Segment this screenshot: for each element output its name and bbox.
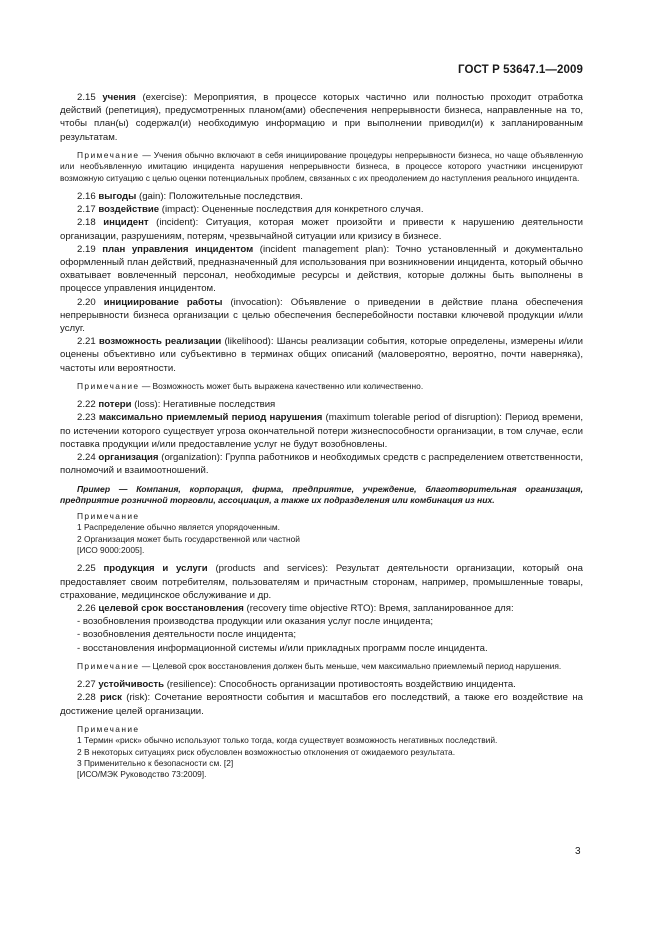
term-number: 2.15 — [77, 92, 96, 103]
term-definition: (recovery time objective RTO): Время, запланированное для: — [246, 602, 514, 614]
note-label: Примечание — [77, 660, 140, 671]
term-title: выгоды — [98, 191, 137, 203]
dash-item: - возобновления производства продукции или оказания услуг после инцидента; — [77, 616, 434, 628]
page-number: 3 — [575, 846, 581, 857]
term-title: инициирование работы — [103, 296, 223, 308]
term-title: продукция и услуги — [103, 563, 208, 575]
notes-heading-2-28: Примечание — [77, 723, 140, 734]
term-number: 2.16 — [77, 191, 96, 203]
term-2-17 — [60, 203, 583, 216]
note-item: 1 Распределение обычно является упорядоченным. — [77, 522, 280, 533]
term-title: организация — [98, 452, 159, 464]
term-2-22 — [60, 398, 583, 411]
example-2-24: Пример — Компания, корпорация, фирма, предприятие, учреждение, благотворительная организация, предприятие розничной торговли, ассоциация, а также их подразделения или комбинация из них. — [60, 483, 583, 506]
note-2-21 — [60, 381, 583, 392]
term-definition: (incident management plan): Точно установленный и документально оформленный план действий, предназначенный для использования при возникновении инцидента, который обычно охватывает вовлеченный персонал, необходимые ресурсы и действия, которые должны быть выполнены в процессе управления инцидентом. — [60, 243, 583, 295]
term-definition: (products and services): Результат деятельности организации, который она предоставляет своим потребителям, пользователям и причастным сторонам, например, промышленные товары, страхование, медицинское обслуживание и др. — [60, 563, 583, 601]
term-title: возможность реализации — [98, 336, 222, 348]
note-2-26 — [60, 661, 583, 672]
term-title: план управления инцидентом — [102, 243, 254, 255]
term-2-21 — [60, 335, 583, 375]
term-2-26 — [60, 602, 583, 615]
term-number: 2.20 — [77, 296, 96, 308]
term-number: 2.27 — [77, 679, 96, 691]
note-text: — Возможность может быть выражена качественно или количественно. — [141, 380, 424, 391]
term-title: потери — [98, 399, 132, 411]
term-number: 2.28 — [77, 692, 96, 704]
standard-header: ГОСТ Р 53647.1—2009 — [458, 64, 583, 76]
term-title: учения — [102, 92, 136, 103]
term-2-20 — [60, 296, 583, 336]
note-label: Примечание — [77, 380, 140, 391]
term-2-19 — [60, 243, 583, 296]
term-number: 2.21 — [77, 336, 96, 348]
term-title: риск — [100, 692, 122, 704]
term-definition: (exercise): Мероприятия, в процессе которых частично или полностью проходит отработка действий (репетиция), предусмотренных планом(ами) обеспечения непрерывности бизнеса, направленные на то, чтобы план(ы) содержал(и) необходимую информацию и при выполнении приводил(и) к запланированным результатам. — [60, 92, 583, 143]
term-number: 2.26 — [77, 602, 96, 614]
page-content — [60, 91, 583, 781]
term-definition: (risk): Сочетание вероятности события и масштабов его последствий, а также его воздействие на достижение целей организации. — [60, 692, 583, 717]
term-definition: (maximum tolerable period of disruption): Период времени, по истечении которого существует угроза окончательной потери жизнеспособности организации, в том случае, если поставка продукции и/или предоставление услуг не будут возобновлены. — [60, 412, 583, 450]
term-definition: (resilience): Способность организации противостоять воздействию инцидента. — [166, 679, 516, 691]
notes-heading-2-24: Примечание — [77, 510, 140, 521]
term-definition: (gain): Положительные последствия. — [139, 191, 303, 203]
note-item: 2 В некоторых ситуациях риск обусловлен возможностью отклонения от ожидаемого результата. — [77, 746, 456, 757]
note-item: 3 Применительно к безопасности см. [2] — [77, 757, 234, 768]
term-number: 2.17 — [77, 204, 96, 216]
term-number: 2.19 — [77, 243, 96, 255]
term-2-28 — [60, 691, 583, 717]
term-title: инцидент — [103, 217, 149, 229]
term-2-23 — [60, 411, 583, 451]
term-number: 2.18 — [77, 217, 96, 229]
note-reference: [ИСО/МЭК Руководство 73:2009]. — [77, 769, 207, 780]
term-title: воздействие — [98, 204, 160, 216]
term-definition: (invocation): Объявление о приведении в действие плана обеспечения непрерывности бизнеса организации с целью обеспечения бесперебойности поставки ключевой продукции и/или услуг. — [60, 296, 583, 335]
note-label: Примечание — [77, 149, 140, 160]
term-2-18 — [60, 216, 583, 242]
term-title: максимально приемлемый период нарушения — [98, 412, 323, 424]
term-definition: (organization): Группа работников и необходимых средств с распределением ответственности, полномочий и взаимоотношений. — [60, 452, 583, 477]
term-definition: (likelihood): Шансы реализации события, которые определены, измерены и/или оценены объективно или субъективно в терминах общих описаний (маловероятно, вероятно, почти наверняка), частоты или вероятности. — [60, 336, 583, 374]
note-text: — Целевой срок восстановления должен быть меньше, чем максимально приемлемый период нарушения. — [141, 660, 562, 671]
term-2-27 — [60, 678, 583, 691]
term-number: 2.22 — [77, 399, 96, 411]
term-title: целевой срок восстановления — [98, 602, 244, 614]
term-2-16 — [60, 190, 583, 203]
note-text: — Учения обычно включают в себя инициирование процедуры непрерывности бизнеса, но чаще объявленную или необъявленную имитацию инцидента нарушения непрерывности бизнеса, в процессе которого участники инсценируют возможную ситуацию с целью оценки потенциальных проблем, связанных с их преодолением до наступления реального инцидента. — [60, 149, 584, 183]
term-2-15 — [60, 91, 583, 144]
term-2-25 — [60, 562, 583, 602]
term-definition: (incident): Ситуация, которая может произойти и привести к нарушению деятельности организации, разрушениям, потерям, чрезвычайной ситуации или кризису в бизнесе. — [60, 217, 583, 242]
note-reference: [ИСО 9000:2005]. — [77, 544, 145, 555]
term-number: 2.24 — [77, 452, 96, 464]
note-2-15 — [60, 150, 583, 184]
term-number: 2.25 — [77, 563, 96, 575]
dash-item: - возобновления деятельности после инцидента; — [77, 629, 296, 641]
term-definition: (loss): Негативные последствия — [134, 399, 276, 411]
note-item: 1 Термин «риск» обычно используют только тогда, когда существует возможность негативных последствий. — [77, 735, 498, 746]
term-number: 2.23 — [77, 412, 96, 424]
term-definition: (impact): Оцененные последствия для конкретного случая. — [161, 204, 424, 216]
note-item: 2 Организация может быть государственной или частной — [77, 533, 300, 544]
term-title: устойчивость — [98, 679, 165, 691]
dash-item: - восстановления информационной системы и/или прикладных программ после инцидента. — [77, 642, 488, 654]
term-2-24 — [60, 451, 583, 477]
